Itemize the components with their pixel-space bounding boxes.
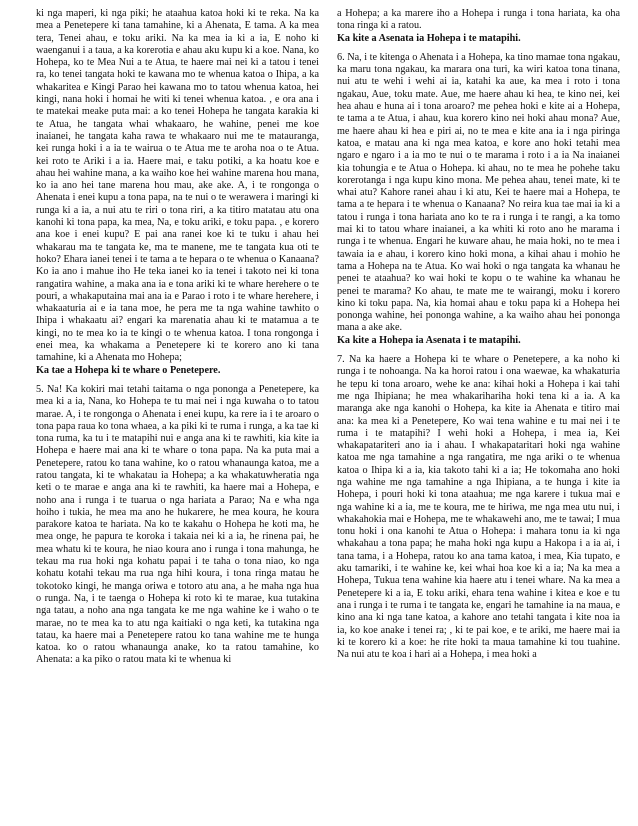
right-column bbox=[337, 8, 620, 826]
section-heading: Ka kite a Hohepa ia Asenata i te matapihi. bbox=[337, 334, 521, 346]
paragraph: 7. Na ka haere a Hohepa ki te whare o Penetepere, a ka noho ki runga i te nohoanga. Na ka horoi ratou i ona waewae, ka whakaturia he tepu ki tona aroaro, wehe ke ana: kihai hoki a Hohepa i kai tahi me nga Ihipiana; he mea whakarihariha hoki tena ki a ia. A ka maranga ake nga kanohi o Hohepa, ka kite ia Ahenata e titiro mai ana: ka mea ki a Penetepere, Ko wai tena wahine e tu mai nei i te ruma i te matapihi? I wehi hoki a Hohepa, i mea ia, Kei whakapatariteri ano ia i ahau. I whakapataritari hoki nga wahine katoa me nga tamahine a nga rangatira, me nga ariki o te whenua katoa o Ihipa ki a ia, kia takoto tahi ki a ia; He tokomaha ano hoki nga wahine me nga tamahine a nga Ihipiana, a te hunga i kite ia Hohepa, i pouri hoki ki tona ataahua; me nga karere i tukua mai e nga wahine ki a ia, me te koura, me te hiriwa, me nga mea utu nui, i whakahokia mai e Hohepa, me te whakawehi ano, me te tawai; I mua tonu hoki i ona kanohi te Atua o Hohepa: i mahara tonu ia ki nga whakahau a tona papa; he maha hoki nga kupu a Hakopa i a ia ai, i tana tama, i a Hohepa, ratou ko ana tama katoa, i mea, Kia tupato, e aku tamariki, i te wahine ke, kei whai hoa koe ki a ia; Na ka mea a Hohepa, Tukua tena wahine kia haere atu i tenei whare. Na ka mea a Penetepere ki a ia, E toku ariki, ehara tena wahine i kitea e koe e tu ana i runga i te ruma i te tangata ke, engari he tamahine ia na maua, e kino ana ki nga tane katoa, a kahore ano tetahi tangata i kite noa ia ia, ko koe anake i tenei ra; , ki te pai koe, e te ariki, me haere mai ia ki te korero ki a koe: he rite hoki ta maua tamahine ki tou tuahine. Na nui atu te koa i hari ai a Hohepa, i mea hoki a bbox=[337, 354, 620, 661]
section-heading: Ka kite a Asenata ia Hohepa i te matapihi. bbox=[337, 32, 521, 44]
paragraph: ki nga maperi, ki nga piki; he ataahua katoa hoki ki te reka. Na ka mea a Penetepere ki tana tamahine, ki a Ahenata, E tama. A ka mea tera, Tenei ahau, e toku ariki. Na ka mea ia ki a ia, E noho ki waenganui i a taua, a ka korerotia e ahau aku kupu ki a koe. Nana, ko Hohepa, ko te Mea Nui a te Atua, te haere mai nei ki a tatou i tenei ra, ko tenei tangata hoki te kawana mo te whenua katoa o Ihipa, a ka whakaritea e Kingi Parao hei kawana mo to tatou whenua katoa, hei kingi, nana hoki i homai he witi ki tenei whenua katoa. , e ora ana i te matekai meake puta mai: a ko tenei Hohepa he tangata karakia ki te Atua, he tangata whai whakaaro, he wahine, penei me koe inaianei, he tangata kaha rawa te whakaaro nui me te matauranga, kei runga hoki i a ia te wairua o te Atua me te aroha noa o te Atua. kei roto te Ariki i a ia. Haere mai, e taku potiki, a ka hoatu koe e ahau hei wahine mana, a ka waiho koe hei wahine marena hou mana, ko ia ano hei tane marena hou mau, ake ake. A, i te rongonga o Ahenata i enei kupu a tona papa, na te nui o te werawera i maringi ki runga ki a ia, a nui atu te riri o tona riri, a ka titiro matatau atu ona kanohi ki tona papa, ka mea, Na, e toku ariki, e toku papa. , e korero ana koe i enei kupu? E pai ana ranei koe ki te tuku i ahau hei whakarau ma te tangata ke, ma te manene, me te tangata kua oti te hoko? Ehara ianei tenei i te tama a te hepara o te whenua o Kanaana? Ko ia ano i mahue iho He teka ianei ko ia tenei i takoto nei ki tona rangatira wahine, a maka ana ia e tona ariki ki te whare herehere o te pouri, a whakaputaina mai ana ia e Parao i roto i te whare herehere, i whakaaturia ai e ia tana moe, he pera me ta nga wahine tawhito o Ihipa i whakaatu ai? engari ka marenatia ahau ki te matamua a te kingi, no te mea ko ia te kingi o te whenua katoa. I tona rongonga i enei mea, ka whakama a Penetepere ki te korero ano ki tana tamahine, ki a Ahenata mo Hohepa; bbox=[36, 8, 319, 364]
paragraph: a Hohepa; a ka marere iho a Hohepa i runga i tona hariata, ka oha tona ringa ki a ratou. bbox=[337, 8, 620, 32]
left-column bbox=[36, 8, 319, 826]
section-heading: Ka tae a Hohepa ki te whare o Penetepere. bbox=[36, 364, 221, 376]
paragraph: 5. Na! Ka kokiri mai tetahi taitama o nga pononga a Penetepere, ka mea ki a ia, Nana, ko Hohepa te tu mai nei i nga kuwaha o to tatou marae. A, i te rongonga o Ahenata i enei kupu, ka rere ia i te aroaro o tona papa raua ko tona whaea, a ka piki ki te ruma i runga, a ka tae ki tona ruma, ka tu i te matapihi nui e anga ana ki te rawhiti, kia kite ia Hohepa e haere mai ana ki te whare o tona papa. Na ka puta mai a Penetepere, ratou ko tana wahine, ko o ratou whanaunga katoa, me a ratou tangata, ki te whakatau ia Hohepa; a ka whakatuwheratia nga keti o te marae e anga ana ki te rawhiti, ka haere mai a Hohepa, e noho ana i runga i te tuarua o nga hariata a Parao; Na e wha nga hoiho i tukia, he mea ma ano he hukarere, he mea koura, he koura parakore katoa te hariata. Na ko te kakahu o Hohepa he koti ma, he mea onge, he papura te koroka i takaia nei ki a ia, he rinena pai, he mea whatu ki te koura, he niao koura ano i runga i tona mahunga, he tekau ma rua hoki nga kohatu papai i te taha o tona niao, ko nga kohatu kotahi tekau ma rua nga hihi koura, i tona ringa matau he tokotoko kingi, he manga oriwa e totoro atu ana, a he maha nga hua o runga. Na, i te taenga o Hohepa ki roto ki te marae, kua tutakina nga tatau, a noho ana nga tangata ke me nga wahine ke i waho o te marae, no te mea ka to atu nga kaitiaki o nga keti, ka tutakina nga tatau, ka haere mai a Penetepere ratou ko tana wahine me te hunga katoa. ko o ratou whanaunga anake, ko ta ratou tamahine, ko Ahenata: a ka piko o ratou mata ki te whenua ki bbox=[36, 383, 319, 666]
paragraph: 6. Na, i te kitenga o Ahenata i a Hohepa, ka tino mamae tona ngakau, ka maru tona ngakau, ka marara ona turi, ka wiri katoa tona tinana, nui atu te wehi i wehi ai ia, katahi ka aue, ka mea i roto i tona ngakau, Aue, toku mate. Aue, me haere ahau ki hea, te kino nei, kei hea ahau e huna ai i tona aroaro? me pehea hoki e kite ai a Hohepa, te tama a te Atua, i ahau, kua korero kino nei hoki ahau mona? Aue, me haere ahau ki hea e piri ai, no te mea e kite ana ia i nga piringa katoa, e matau ana ki nga mea katoa, e kore ano hoki tetahi mea ngaro e ngaro i a ia mo te nui o te marama i roto i a ia Na inaianei kia tohungia e te Atua o Hohepa. ki ahau, no te mea he pohehe taku korerotanga i nga kupu kino mona. Me pehea ahau, tenei mate, ki te whai atu? Kahore ranei ahau i ki atu, Kei te haere mai a Hohepa, te tama a te hepara i te whenua o Kanaana? No reira kua tae mai ia ki a tatou i runga i tona hariata ano ko te ra i runga i te rangi, a ka tomo mai ki to tatou whare inaianei, a ka whiti ki roto ano he marama i runga i te whenua. Engari he kuware ahau, he maia hoki, no te mea i tawaia ia e ahau, i korero kino hoki mona, a kihai ahau i mohio he tama a Hohepa na te Atua. Ko wai hoki o nga tangata ka whanau he penei te ataahua? ko wai hoki te kopu o te wahine ka whanau he penei te marama? Ko ahau, te mate me te wairangi, moku i korero kino ki toku papa. Na, kia homai ahau e toku papa ki a Hohepa hei pononga wahine, hei pononga wahine, a ka waiho ahau hei pononga mana a ake ake. bbox=[337, 51, 620, 334]
